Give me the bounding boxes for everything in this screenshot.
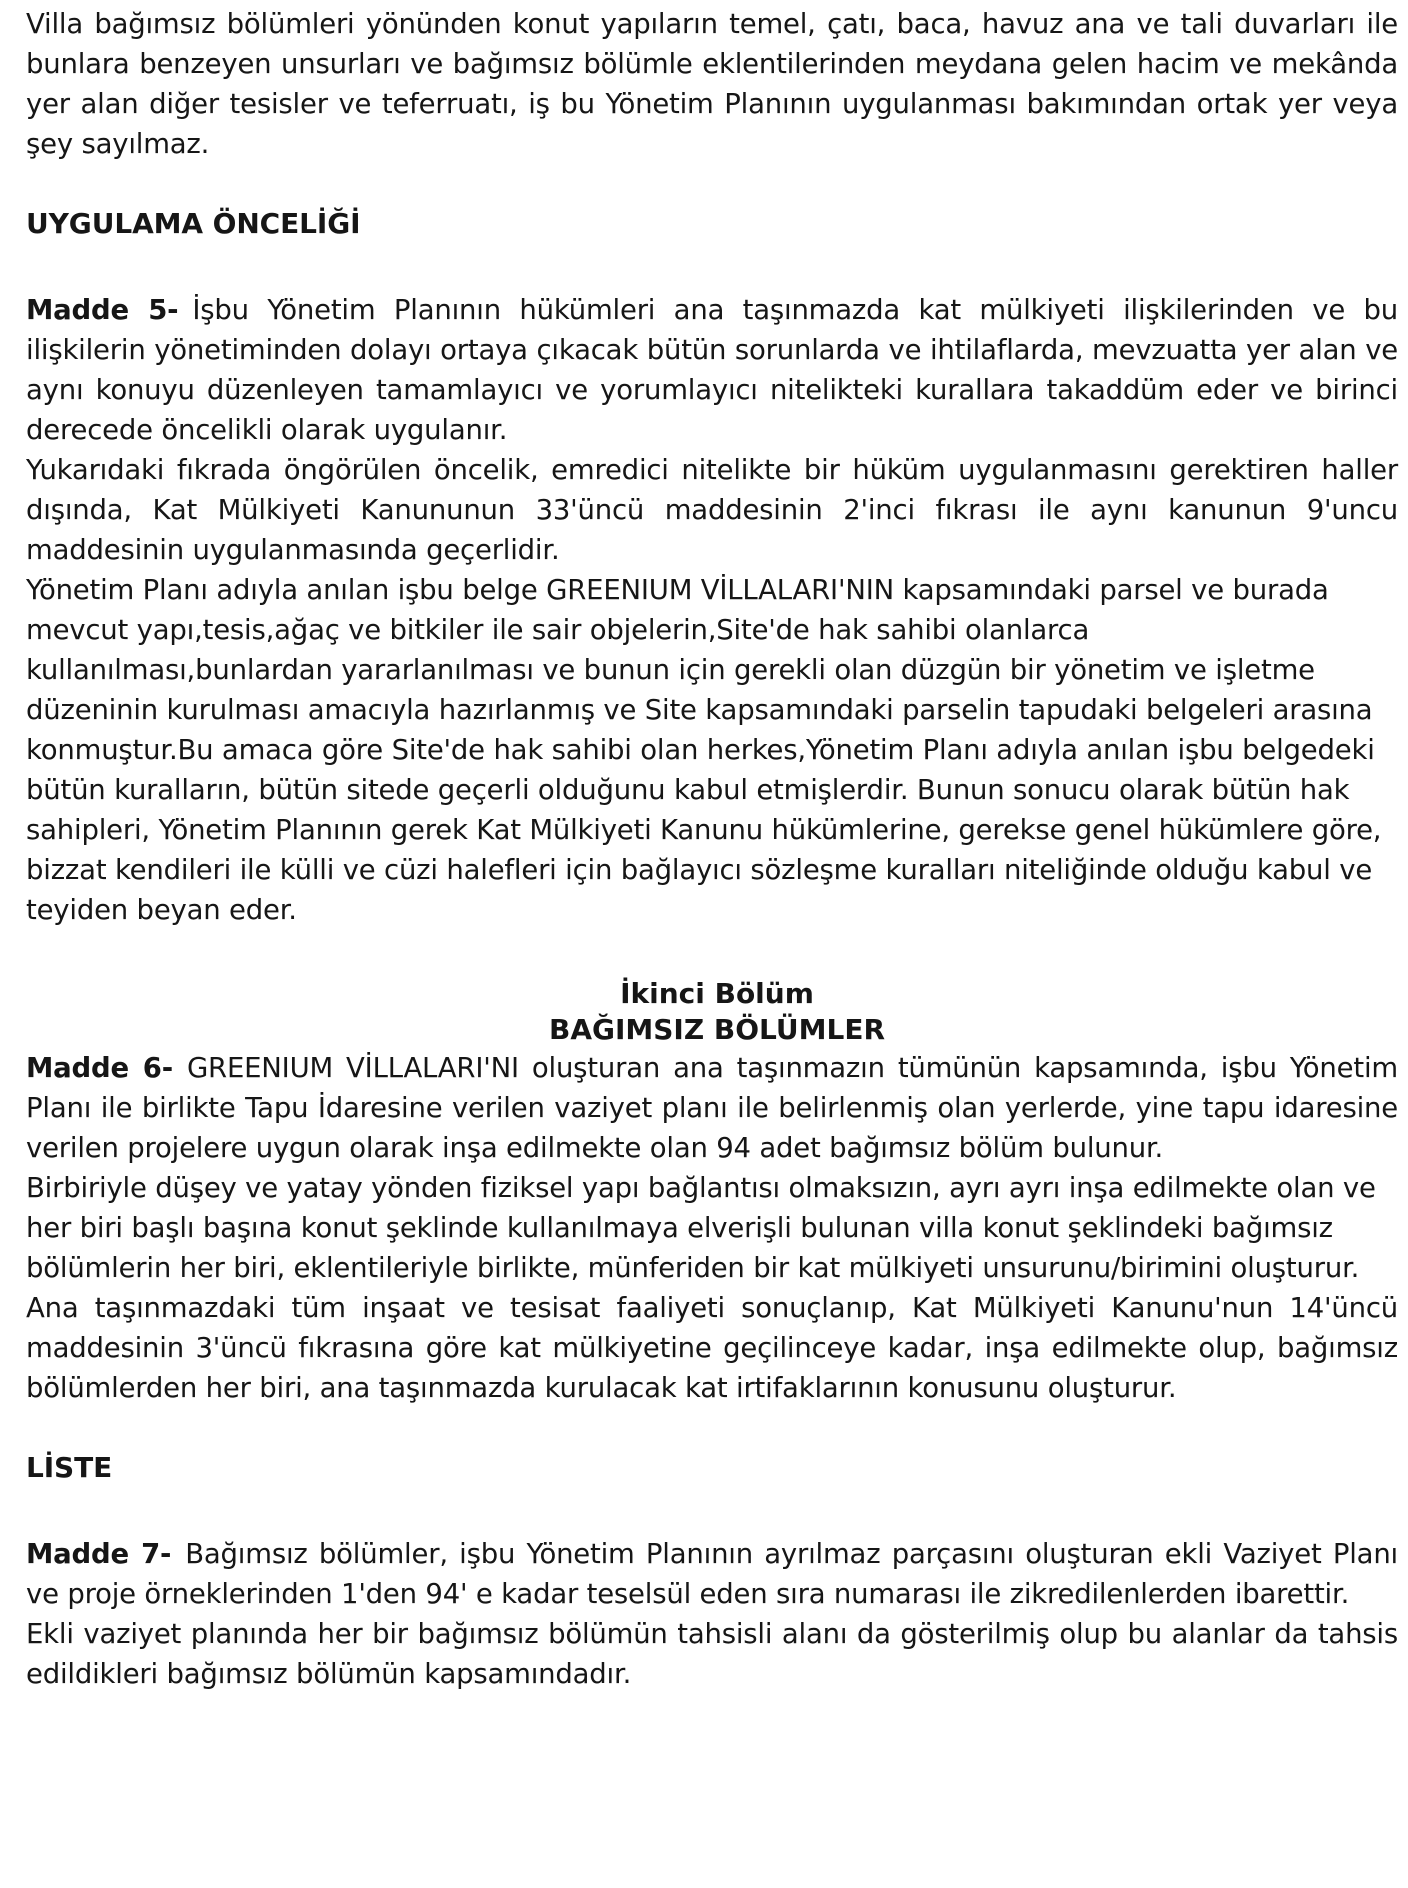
article-6-paragraph-3: Ana taşınmazdaki tüm inşaat ve tesisat faaliyeti sonuçlanıp, Kat Mülkiyeti Kanunu'nun 14'üncü maddesinin 3'üncü fıkrasına göre kat mülkiyetine geçilinceye kadar, inşa edilmekte olup, bağımsız bölümlerden her biri, ana taşınmazda kurulacak kat irtifaklarının konusunu oluşturur. [26, 1292, 1398, 1404]
section-heading-bagimsiz-bolumler: BAĞIMSIZ BÖLÜMLER [548, 1013, 886, 1046]
article-6-number: Madde 6- [26, 1052, 173, 1084]
article-6-paragraph-2: Birbiriyle düşey ve yatay yönden fiziksel yapı bağlantısı olmaksızın, ayrı ayrı inşa edilmekte olan ve her biri başlı başına konut şeklinde kullanılmaya elverişli bulunan villa konut şeklindeki bağımsız bölümlerin her biri, eklentileriyle birlikte, münferiden bir kat mülkiyeti unsurunu/birimini oluşturur. [26, 1172, 1376, 1284]
chapter-title: İkinci Bölüm [620, 977, 814, 1010]
article-7 [26, 1534, 1398, 1614]
article-5-paragraph-3: Yönetim Planı adıyla anılan işbu belge GREENIUM VİLLALARI'NIN kapsamındaki parsel ve burada mevcut yapı,tesis,ağaç ve bitkiler ile sair objelerin,Site'de hak sahibi olanlarca kullanılması,bunlardan yararlanılması ve bunun için gerekli olan düzgün bir yönetim ve işletme düzeninin kurulması amacıyla hazırlanmış ve Site kapsamındaki parselin tapudaki belgeleri arasına konmuştur.Bu amaca göre Site'de hak sahibi olan herkes,Yönetim Planı adıyla anılan işbu belgedeki bütün kuralların, bütün sitede geçerli olduğunu kabul etmişlerdir. Bunun sonucu olarak bütün hak sahipleri, Yönetim Planının gerek Kat Mülkiyeti Kanunu hükümlerine, gerekse genel hükümlere göre, bizzat kendileri ile külli ve cüzi halefleri için bağlayıcı sözleşme kuralları niteliğinde olduğu kabul ve teyiden beyan eder. [26, 574, 1382, 926]
section-heading-liste: LİSTE [26, 1451, 113, 1484]
article-7-paragraph-2: Ekli vaziyet planında her bir bağımsız bölümün tahsisli alanı da gösterilmiş olup bu alanlar da tahsis edildikleri bağımsız bölümün kapsamındadır. [26, 1618, 1398, 1690]
article-6-text: GREENIUM VİLLALARI'NI oluşturan ana taşınmazın tümünün kapsamında, işbu Yönetim Planı ile birlikte Tapu İdaresine verilen vaziyet planı ile belirlenmiş olan yerlerde, yine tapu idaresine verilen projelere uygun olarak inşa edilmekte olan 94 adet bağımsız bölüm bulunur. [26, 1052, 1398, 1164]
article-5-text: İşbu Yönetim Planının hükümleri ana taşınmazda kat mülkiyeti ilişkilerinden ve bu ilişkilerin yönetiminden dolayı ortaya çıkacak bütün sorunlarda ve ihtilaflarda, mevzuatta yer alan ve aynı konuyu düzenleyen tamamlayıcı ve yorumlayıcı nitelikteki kurallara takaddüm eder ve birinci derecede öncelikli olarak uygulanır. [26, 294, 1399, 446]
article-5 [26, 290, 1398, 450]
document-page [26, 4, 1398, 1694]
article-7-number: Madde 7- [26, 1538, 172, 1570]
article-6 [26, 1048, 1398, 1168]
article-7-text: Bağımsız bölümler, işbu Yönetim Planının ayrılmaz parçasını oluşturan ekli Vaziyet Planı ve proje örneklerinden 1'den 94' e kadar teselsül eden sıra numarası ile zikredilenlerden ibarettir. [26, 1538, 1398, 1610]
section-heading-uygulama: UYGULAMA ÖNCELİĞİ [26, 207, 361, 240]
intro-paragraph: Villa bağımsız bölümleri yönünden konut yapıların temel, çatı, baca, havuz ana ve tali duvarları ile bunlara benzeyen unsurları ve bağımsız bölümle eklentilerinden meydana gelen hacim ve mekânda yer alan diğer tesisler ve teferruatı, iş bu Yönetim Planının uygulanması bakımından ortak yer veya şey sayılmaz. [26, 8, 1398, 160]
article-5-number: Madde 5- [26, 294, 179, 326]
article-5-paragraph-2: Yukarıdaki fıkrada öngörülen öncelik, emredici nitelikte bir hüküm uygulanmasını gerektiren haller dışında, Kat Mülkiyeti Kanununun 33'üncü maddesinin 2'inci fıkrası ile aynı kanunun 9'uncu maddesinin uygulanmasında geçerlidir. [26, 454, 1398, 566]
